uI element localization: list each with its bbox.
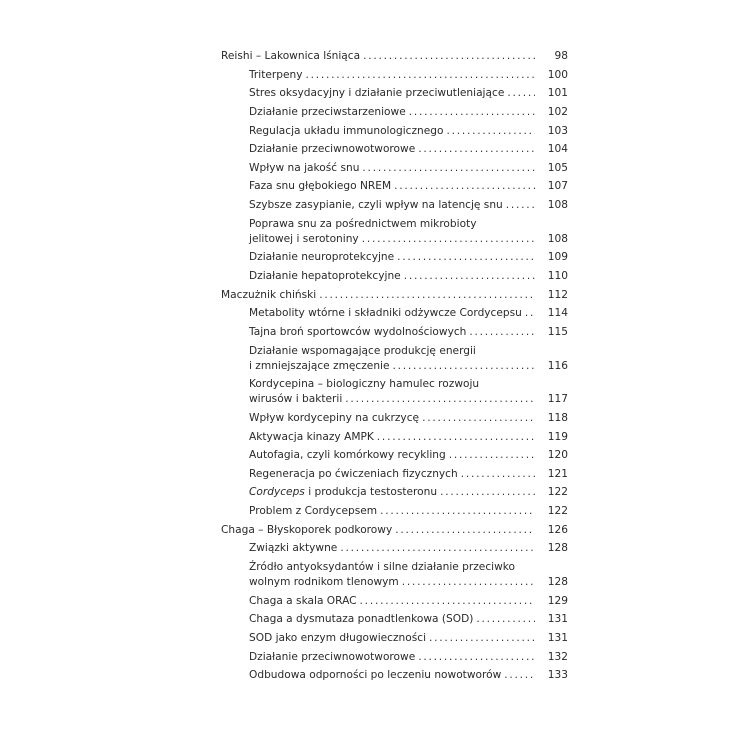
toc-entry-title-text: Wpływ kordycepiny na cukrzycę — [249, 411, 420, 424]
toc-section-entry — [221, 179, 568, 194]
dot-leader — [394, 179, 535, 194]
toc-entry-title — [249, 594, 357, 609]
dot-leader — [469, 325, 535, 340]
toc-entry-title — [249, 124, 443, 139]
toc-entry-title-text: Chaga a skala ORAC — [249, 594, 357, 607]
dot-leader — [429, 631, 535, 646]
toc-section-entry — [221, 217, 568, 247]
toc-entry-title-text: Odbudowa odporności po leczeniu nowotworów — [249, 669, 502, 682]
toc-entry-title-text: Reishi – Lakownica lśniąca — [221, 50, 361, 62]
toc-page-number: 128 — [547, 542, 568, 555]
toc-entry-title — [249, 325, 466, 340]
toc-entry-title-line2: wolnym rodnikom tlenowym — [249, 576, 399, 589]
toc-section-entry — [221, 250, 568, 265]
dot-leader — [319, 288, 535, 303]
toc-section-entry — [221, 124, 568, 139]
dot-leader — [380, 504, 535, 519]
toc-section-entry — [221, 612, 568, 627]
dot-leader — [507, 86, 535, 101]
toc-entry-title — [249, 631, 426, 646]
dot-leader — [525, 306, 535, 321]
dot-leader — [362, 161, 535, 176]
toc-section-entry — [221, 269, 568, 284]
toc-entry-title-text: i produkcja testosteronu — [304, 486, 438, 499]
toc-entry-title-text: Autofagia, czyli komórkowy recykling — [249, 449, 446, 462]
toc-entry-title — [249, 250, 394, 265]
toc-page-number: 108 — [547, 232, 568, 245]
toc-page-number: 112 — [547, 288, 568, 301]
toc-section-entry — [221, 306, 568, 321]
toc-entry-title-text: Chaga a dysmutaza ponadtlenkowa (SOD) — [249, 613, 474, 626]
toc-entry-title — [249, 541, 337, 556]
toc-entry-title-text: Szybsze zasypianie, czyli wpływ na latencję snu — [249, 199, 503, 212]
toc-entry-title — [249, 105, 406, 120]
toc-entry-title-text: Regulacja układu immunologicznego — [249, 124, 444, 137]
toc-page-number: 102 — [547, 105, 568, 118]
toc-entry-title — [249, 306, 522, 321]
dot-leader — [360, 594, 535, 609]
toc-page-number: 104 — [547, 143, 568, 156]
toc-section-entry — [221, 198, 568, 213]
toc-section-entry — [221, 411, 568, 426]
toc-entry-title-text: Działanie przeciwnowotworowe — [249, 143, 416, 156]
dot-leader — [395, 523, 535, 538]
dot-leader — [305, 68, 535, 83]
toc-page-number: 108 — [547, 199, 568, 212]
toc-entry-title — [249, 269, 401, 284]
toc-page-number: 116 — [547, 359, 568, 372]
toc-section-entry — [221, 541, 568, 556]
toc-page-number: 118 — [547, 411, 568, 424]
dot-leader — [377, 430, 535, 445]
toc-entry-title — [249, 467, 458, 482]
toc-page-number: 126 — [547, 523, 568, 536]
dot-leader — [340, 541, 535, 556]
toc-section-entry — [221, 631, 568, 646]
toc-section-entry — [221, 504, 568, 519]
toc-page-number: 114 — [547, 307, 568, 320]
toc-page-number: 119 — [547, 430, 568, 443]
toc-section-entry — [221, 105, 568, 120]
dot-leader — [449, 448, 535, 463]
toc-page-number: 132 — [547, 650, 568, 663]
toc-section-entry — [221, 161, 568, 176]
toc-entry-title-text: Faza snu głębokiego NREM — [249, 180, 392, 193]
toc-section-entry — [221, 448, 568, 463]
toc-page-number: 115 — [547, 325, 568, 338]
toc-entry-title — [221, 49, 360, 64]
toc-section-entry — [221, 86, 568, 101]
toc-page-number: 122 — [547, 486, 568, 499]
toc-entry-title-text: Tajna broń sportowców wydolnościowych — [249, 325, 467, 338]
toc-entry-title — [249, 430, 374, 445]
toc-page-number: 98 — [554, 50, 568, 62]
toc-entry-title-text: Działanie przeciwnowotworowe — [249, 650, 416, 663]
toc-chapter-entry — [221, 523, 568, 538]
toc-entry-title — [249, 161, 359, 176]
toc-section-entry — [221, 650, 568, 665]
dot-leader — [362, 232, 535, 247]
toc-entry-title-line1: Poprawa snu za pośrednictwem mikrobioty — [249, 217, 477, 230]
toc-entry-title — [249, 142, 415, 157]
toc-section-entry — [221, 594, 568, 609]
toc-entry-title — [249, 68, 302, 83]
toc-entry-title-line2: wirusów i bakterii — [249, 393, 343, 406]
toc-entry-title-text: Działanie przeciwstarzeniowe — [249, 105, 406, 118]
toc-section-entry — [221, 344, 568, 374]
toc-entry-title-line2: i zmniejszające zmęczenie — [249, 359, 390, 372]
dot-leader — [418, 650, 535, 665]
toc-entry-title-text: Wpływ na jakość snu — [249, 161, 360, 174]
dot-leader — [404, 269, 535, 284]
dot-leader — [409, 105, 535, 120]
toc-page-number: 131 — [547, 631, 568, 644]
toc-entry-title-line1: Kordycepina – biologiczny hamulec rozwoju — [249, 378, 480, 391]
dot-leader — [422, 411, 535, 426]
toc-entry-title-italic: Cordyceps — [249, 486, 305, 499]
toc-page-number: 117 — [547, 393, 568, 406]
toc-section-entry — [221, 142, 568, 157]
toc-section-entry — [221, 377, 568, 407]
toc-page-number: 129 — [547, 594, 568, 607]
toc-page-number: 100 — [547, 68, 568, 81]
toc-section-entry — [221, 68, 568, 83]
toc-entry-title — [249, 612, 473, 627]
toc-entry-title — [221, 523, 392, 538]
dot-leader — [461, 467, 535, 482]
toc-entry-title — [249, 448, 446, 463]
dot-leader — [506, 198, 535, 213]
toc-page-number: 110 — [547, 270, 568, 283]
toc-entry-title-text: Problem z Cordycepsem — [249, 505, 378, 518]
toc-entry-title — [249, 198, 503, 213]
toc-entry-title — [221, 288, 316, 303]
toc-entry-title-text: Triterpeny — [249, 68, 303, 81]
dot-leader — [397, 250, 535, 265]
toc-entry-title-text: Chaga – Błyskoporek podkorowy — [221, 523, 393, 536]
toc-page-number: 103 — [547, 124, 568, 137]
toc-section-entry — [221, 485, 568, 500]
toc-entry-title-text: Maczużnik chiński — [221, 288, 317, 301]
dot-leader — [363, 49, 535, 64]
toc-entry-title-text: Związki aktywne — [249, 542, 338, 555]
toc-entry-title — [249, 179, 391, 194]
toc-entry-title-line2: jelitowej i serotoniny — [249, 232, 359, 245]
toc-entry-title-line1: Źródło antyoksydantów i silne działanie przeciwko — [249, 561, 515, 574]
table-of-contents — [221, 49, 568, 687]
toc-entry-title — [249, 485, 437, 500]
toc-page-number: 101 — [547, 87, 568, 100]
toc-section-entry — [221, 430, 568, 445]
toc-entry-title-text: Działanie hepatoprotekcyjne — [249, 270, 401, 283]
dot-leader — [393, 359, 535, 374]
dot-leader — [402, 575, 535, 590]
toc-page-number: 120 — [547, 449, 568, 462]
toc-page-number: 105 — [547, 161, 568, 174]
toc-entry-title-text: Regeneracja po ćwiczeniach fizycznych — [249, 467, 458, 480]
dot-leader — [345, 392, 535, 407]
toc-entry-title — [249, 668, 501, 683]
toc-entry-title-text: Aktywacja kinazy AMPK — [249, 430, 374, 443]
toc-section-entry — [221, 325, 568, 340]
toc-entry-title — [249, 411, 419, 426]
toc-entry-title-text: Działanie neuroprotekcyjne — [249, 251, 395, 264]
toc-page-number: 131 — [547, 613, 568, 626]
dot-leader — [476, 612, 535, 627]
toc-chapter-entry — [221, 49, 568, 64]
toc-entry-title-text: SOD jako enzym długowieczności — [249, 631, 427, 644]
toc-entry-title-text: Metabolity wtórne i składniki odżywcze Cordycepsu — [249, 307, 522, 320]
toc-section-entry — [221, 560, 568, 590]
toc-entry-title — [249, 86, 504, 101]
toc-section-entry — [221, 467, 568, 482]
toc-entry-title-line1: Działanie wspomagające produkcję energii — [249, 344, 476, 357]
toc-page-number: 122 — [547, 505, 568, 518]
toc-entry-title — [249, 650, 415, 665]
toc-section-entry — [221, 668, 568, 683]
toc-chapter-entry — [221, 288, 568, 303]
toc-page-number: 121 — [547, 467, 568, 480]
toc-page-number: 109 — [547, 251, 568, 264]
dot-leader — [446, 124, 535, 139]
toc-page-number: 133 — [547, 669, 568, 682]
toc-entry-title-text: Stres oksydacyjny i działanie przeciwutleniające — [249, 87, 505, 100]
toc-page-number: 128 — [547, 576, 568, 589]
toc-entry-title — [249, 504, 377, 519]
dot-leader — [504, 668, 535, 683]
dot-leader — [440, 485, 535, 500]
toc-page-number: 107 — [547, 180, 568, 193]
dot-leader — [418, 142, 535, 157]
